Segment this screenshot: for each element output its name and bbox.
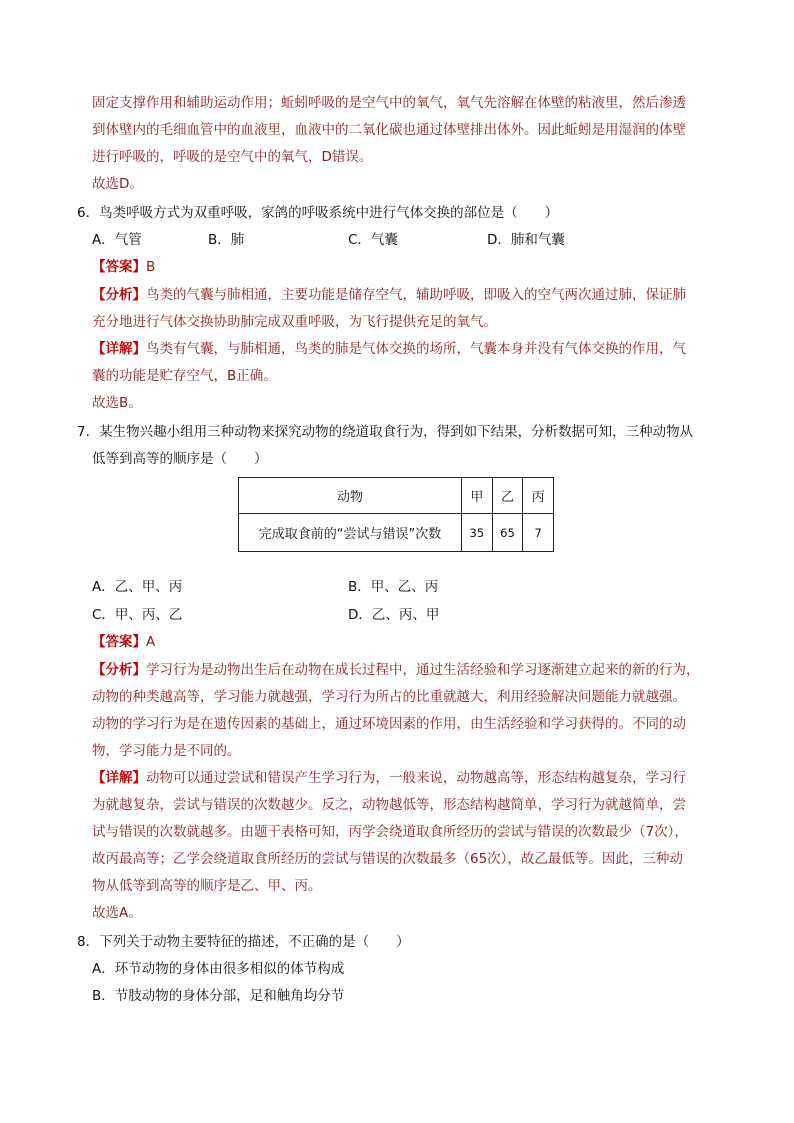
q8-option-a: A．环节动物的身体由很多相似的体节构成 bbox=[92, 961, 345, 977]
q7-detail-line: 故丙最高等；乙学会绕道取食所经历的尝试与错误的次数最多（65次），故乙最低等。因此，三种动 bbox=[92, 851, 683, 867]
q5-conclusion: 故选D。 bbox=[92, 176, 143, 192]
q6-detail-line: 囊的功能是贮存空气，B正确。 bbox=[92, 368, 277, 384]
q7-detail-line: 物从低等到高等的顺序是乙、甲、丙。 bbox=[92, 878, 322, 894]
q7-option-d: D．乙、丙、甲 bbox=[348, 607, 440, 623]
table-cell: 35 bbox=[461, 514, 492, 552]
answer-tag: 【答案】 bbox=[92, 634, 146, 650]
q8-option-b: B．节肢动物的身体分部，足和触角均分节 bbox=[92, 988, 345, 1004]
q6-analysis-line: 充分地进行气体交换协助肺完成双重呼吸，为飞行提供充足的氧气。 bbox=[92, 314, 497, 330]
q7-option-a: A．乙、甲、丙 bbox=[92, 579, 183, 595]
q7-data-table bbox=[238, 477, 554, 552]
table-header-cell: 动物 bbox=[239, 478, 462, 514]
q5-explanation-line: 进行呼吸的，呼吸的是空气中的氧气，D错误。 bbox=[92, 149, 373, 165]
detail-tag: 【详解】 bbox=[92, 341, 146, 357]
q7-detail-line: 为就越复杂，尝试与错误的次数越少。反之，动物越低等，形态结构越简单，学习行为就越简单，尝 bbox=[92, 797, 686, 813]
table-cell: 7 bbox=[523, 514, 554, 552]
q7-conclusion: 故选A。 bbox=[92, 905, 142, 921]
q5-explanation-line: 到体壁内的毛细血管中的血液里，血液中的二氧化碳也通过体壁排出体外。因此蚯蚓是用湿润的体壁 bbox=[92, 122, 686, 138]
table-cell: 65 bbox=[492, 514, 523, 552]
table-header-row bbox=[239, 478, 554, 514]
q6-analysis-text: 鸟类的气囊与肺相通，主要功能是储存空气，辅助呼吸，即吸入的空气两次通过肺，保证肺 bbox=[146, 287, 686, 303]
q7-detail-text: 动物可以通过尝试和错误产生学习行为，一般来说，动物越高等，形态结构越复杂，学习行 bbox=[146, 770, 686, 786]
q7-analysis-line: 动物的种类越高等，学习能力就越强，学习行为所占的比重就越大，利用经验解决问题能力就越强。 bbox=[92, 689, 686, 705]
detail-tag: 【详解】 bbox=[92, 770, 146, 786]
q7-analysis-line: 物，学习能力是不同的。 bbox=[92, 743, 241, 759]
q6-detail-line bbox=[92, 339, 686, 359]
q5-explanation-line: 固定支撑作用和辅助运动作用；蚯蚓呼吸的是空气中的氧气，氧气先溶解在体壁的粘液里，然后渗透 bbox=[92, 95, 686, 111]
table-cell: 完成取食前的“尝试与错误”次数 bbox=[239, 514, 462, 552]
q6-conclusion: 故选B。 bbox=[92, 395, 142, 411]
q6-detail-text: 鸟类有气囊，与肺相通，鸟类的肺是气体交换的场所，气囊本身并没有气体交换的作用，气 bbox=[146, 341, 686, 357]
table-header-cell: 甲 bbox=[461, 478, 492, 514]
q6-option-b: B．肺 bbox=[208, 232, 245, 248]
table-header-cell: 丙 bbox=[523, 478, 554, 514]
table-header-cell: 乙 bbox=[492, 478, 523, 514]
analysis-tag: 【分析】 bbox=[92, 287, 146, 303]
q6-answer-line bbox=[92, 257, 155, 277]
q7-analysis-line bbox=[92, 660, 700, 680]
q7-option-c: C．甲、丙、乙 bbox=[92, 607, 183, 623]
q7-option-b: B．甲、乙、丙 bbox=[348, 579, 439, 595]
q7-detail-line: 试与错误的次数就越多。由题干表格可知，丙学会绕道取食所经历的尝试与错误的次数最少（7次）， bbox=[92, 824, 688, 840]
q6-answer: B bbox=[146, 259, 156, 275]
q6-analysis-line bbox=[92, 285, 686, 305]
q7-stem-line: 7．某生物兴趣小组用三种动物来探究动物的绕道取食行为，得到如下结果，分析数据可知，三种动物从 bbox=[77, 424, 694, 440]
q6-option-a: A．气管 bbox=[92, 232, 142, 248]
q7-detail-line bbox=[92, 768, 686, 788]
analysis-tag: 【分析】 bbox=[92, 662, 146, 678]
q7-answer: A bbox=[146, 634, 156, 650]
q6-option-d: D．肺和气囊 bbox=[487, 232, 565, 248]
q8-stem: 8．下列关于动物主要特征的描述，不正确的是（ ） bbox=[77, 934, 410, 950]
q6-stem: 6．鸟类呼吸方式为双重呼吸，家鸽的呼吸系统中进行气体交换的部位是（ ） bbox=[77, 205, 559, 221]
q6-option-c: C．气囊 bbox=[348, 232, 398, 248]
q7-analysis-line: 动物的学习行为是在遗传因素的基础上，通过环境因素的作用，由生活经验和学习获得的。不同的动 bbox=[92, 716, 686, 732]
q7-analysis-text: 学习行为是动物出生后在动物在成长过程中，通过生活经验和学习逐渐建立起来的新的行为， bbox=[146, 662, 700, 678]
answer-tag: 【答案】 bbox=[92, 259, 146, 275]
q7-answer-line bbox=[92, 632, 155, 652]
table-row bbox=[239, 514, 554, 552]
q7-stem-line: 低等到高等的顺序是（ ） bbox=[92, 451, 268, 467]
